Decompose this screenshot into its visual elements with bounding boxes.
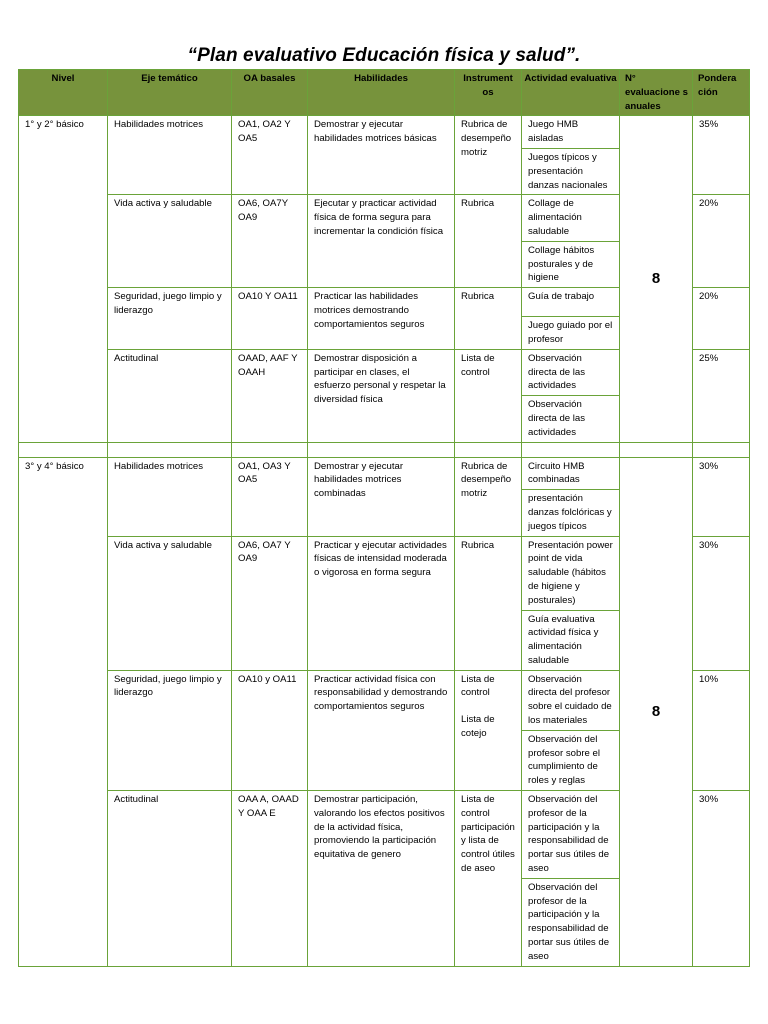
- oa-cell: OA1, OA2 Y OA5: [232, 116, 308, 195]
- actividad-item: Guía de trabajo: [522, 288, 619, 317]
- header-oa: OA basales: [232, 70, 308, 116]
- instrumento-cell: Lista de control: [455, 349, 522, 442]
- actividad-item: Juegos típicos y presentación danzas nacionales: [528, 151, 608, 191]
- actividad-item: Observación directa del profesor sobre el cuidado de los materiales: [522, 671, 619, 731]
- oa-cell: OA10 y OA11: [232, 670, 308, 790]
- actividad-item: Observación directa de las actividades: [528, 399, 586, 438]
- actividad-cell: [522, 116, 620, 195]
- actividad-cell: [522, 457, 620, 536]
- ponderacion-cell: 35%: [693, 116, 750, 195]
- actividad-item: Collage hábitos posturales y de higiene: [528, 244, 595, 284]
- instrumento-cell: Rubrica: [455, 195, 522, 288]
- actividad-item: presentación danzas folclóricas y juegos típicos: [528, 493, 612, 532]
- evaluation-plan-table: [18, 69, 750, 967]
- actividad-cell: [522, 670, 620, 790]
- spacer-row: [19, 442, 750, 457]
- habilidades-cell: Practicar y ejecutar actividades físicas de intensidad moderada o vigorosa en forma segura: [308, 536, 455, 670]
- eje-cell: Vida activa y saludable: [108, 536, 232, 670]
- actividad-item: Collage de alimentación saludable: [522, 195, 619, 241]
- instrumento-item: Lista de control: [461, 673, 495, 699]
- header-ponderacion: Pondera ción: [693, 70, 750, 116]
- actividad-item: Observación del profesor de la participación y la responsabilidad de portar sus útiles de aseo: [528, 881, 610, 962]
- actividad-item: Juego guiado por el profesor: [528, 320, 613, 345]
- actividad-item: Presentación power point de vida saludable (hábitos de higiene y posturales): [522, 537, 619, 611]
- instrumento-cell: Rubrica: [455, 288, 522, 350]
- oa-cell: OA10 Y OA11: [232, 288, 308, 350]
- actividad-item: Guía evaluativa actividad física y alimentación saludable: [528, 613, 599, 666]
- actividad-cell: [522, 195, 620, 288]
- habilidades-cell: Demostrar participación, valorando los efectos positivos de la actividad física, promoviendo la participación equitativa de genero: [308, 791, 455, 967]
- habilidades-cell: Demostrar y ejecutar habilidades motrices combinadas: [308, 457, 455, 536]
- num-evaluaciones-cell: 8: [620, 457, 693, 966]
- ponderacion-cell: 20%: [693, 288, 750, 350]
- ponderacion-cell: 30%: [693, 457, 750, 536]
- actividad-item: Circuito HMB combinadas: [522, 458, 619, 491]
- header-num-evaluaciones: N° evaluacione s anuales: [620, 70, 693, 116]
- nivel-cell: 1° y 2° básico: [19, 116, 108, 442]
- header-actividad: Actividad evaluativa: [522, 70, 620, 116]
- actividad-cell: [522, 349, 620, 442]
- ponderacion-cell: 30%: [693, 791, 750, 967]
- oa-cell: OA6, OA7Y OA9: [232, 195, 308, 288]
- instrumento-cell: [455, 670, 522, 790]
- actividad-cell: [522, 536, 620, 670]
- eje-cell: Actitudinal: [108, 791, 232, 967]
- header-row: [19, 70, 750, 116]
- habilidades-cell: Practicar actividad física con responsabilidad y demostrando comportamientos seguros: [308, 670, 455, 790]
- instrumento-cell: Rubrica de desempeño motriz: [455, 457, 522, 536]
- document-title: “Plan evaluativo Educación física y salud”.: [187, 45, 581, 66]
- habilidades-cell: Demostrar y ejecutar habilidades motrices básicas: [308, 116, 455, 195]
- oa-cell: OA6, OA7 Y OA9: [232, 536, 308, 670]
- actividad-cell: [522, 288, 620, 350]
- header-eje: Eje temático: [108, 70, 232, 116]
- eje-cell: Seguridad, juego limpio y liderazgo: [108, 288, 232, 350]
- oa-cell: OAA A, OAAD Y OAA E: [232, 791, 308, 967]
- header-instrumentos: Instrument os: [455, 70, 522, 116]
- ponderacion-cell: 20%: [693, 195, 750, 288]
- habilidades-cell: Ejecutar y practicar actividad física de forma segura para incrementar la condición física: [308, 195, 455, 288]
- oa-cell: OA1, OA3 Y OA5: [232, 457, 308, 536]
- header-habilidades: Habilidades: [308, 70, 455, 116]
- oa-cell: OAAD, AAF Y OAAH: [232, 349, 308, 442]
- table-row: [19, 457, 750, 536]
- num-evaluaciones-cell: 8: [620, 116, 693, 442]
- instrumento-cell: Lista de control participación y lista de control útiles de aseo: [455, 791, 522, 967]
- instrumento-item: Lista de cotejo: [461, 714, 495, 740]
- actividad-item: Observación directa de las actividades: [522, 350, 619, 396]
- habilidades-cell: Demostrar disposición a participar en clases, el esfuerzo personal y respetar la diversidad física: [308, 349, 455, 442]
- ponderacion-cell: 10%: [693, 670, 750, 790]
- table-row: [19, 116, 750, 195]
- actividad-item: Observación del profesor sobre el cumplimiento de roles y reglas: [528, 733, 600, 787]
- actividad-item: Observación del profesor de la participación y la responsabilidad de portar sus útiles de aseo: [522, 791, 619, 879]
- ponderacion-cell: 30%: [693, 536, 750, 670]
- instrumento-cell: Rubrica de desempeño motriz: [455, 116, 522, 195]
- header-nivel: Nivel: [19, 70, 108, 116]
- nivel-cell: 3° y 4° básico: [19, 457, 108, 966]
- eje-cell: Habilidades motrices: [108, 116, 232, 195]
- eje-cell: Habilidades motrices: [108, 457, 232, 536]
- ponderacion-cell: 25%: [693, 349, 750, 442]
- actividad-item: Juego HMB aisladas: [522, 116, 619, 149]
- eje-cell: Actitudinal: [108, 349, 232, 442]
- eje-cell: Seguridad, juego limpio y liderazgo: [108, 670, 232, 790]
- actividad-cell: [522, 791, 620, 967]
- eje-cell: Vida activa y saludable: [108, 195, 232, 288]
- habilidades-cell: Practicar las habilidades motrices demostrando comportamientos seguros: [308, 288, 455, 350]
- instrumento-cell: Rubrica: [455, 536, 522, 670]
